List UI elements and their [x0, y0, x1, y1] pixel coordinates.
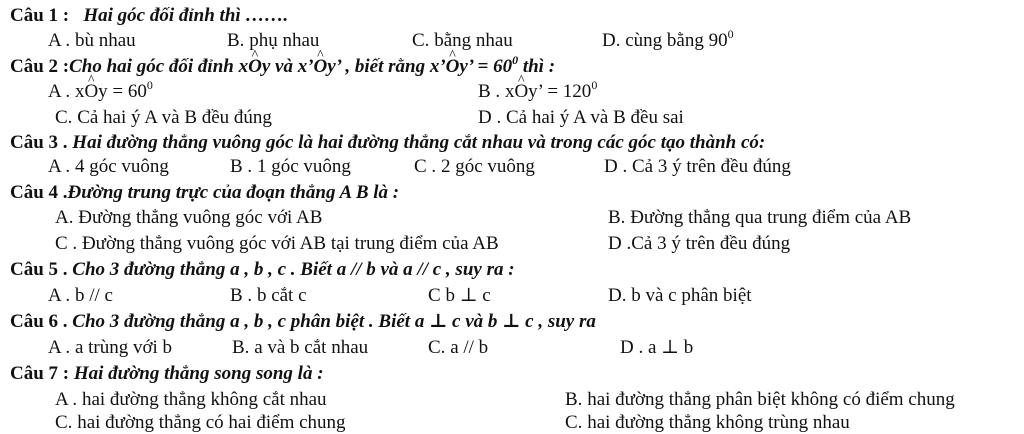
angle-vertex: ^ O	[248, 56, 262, 78]
option-text: Đường thẳng qua trung điểm của AB	[630, 207, 912, 228]
question-1	[10, 5, 288, 27]
q5-option-b[interactable]	[230, 285, 307, 307]
option-label: A .	[48, 337, 71, 358]
option-label: C.	[55, 107, 73, 128]
option-text: hai đường thẳng có hai điểm chung	[77, 412, 346, 433]
option-label: C.	[428, 337, 446, 358]
question-6	[10, 311, 596, 333]
q4-option-b[interactable]	[608, 207, 911, 229]
q5-option-c[interactable]	[428, 285, 491, 307]
question-number: Câu 4 .	[10, 182, 68, 203]
q1-option-c[interactable]	[412, 30, 513, 52]
option-text: b ⊥ c	[445, 285, 491, 306]
q4-option-c[interactable]	[55, 233, 499, 255]
option-text: x	[504, 81, 515, 102]
option-text: a trùng với b	[74, 337, 173, 358]
option-label: B.	[608, 207, 626, 228]
option-text: a // b	[450, 337, 489, 358]
question-number: Câu 6 .	[10, 311, 68, 332]
option-label: B.	[232, 337, 250, 358]
option-text: bằng nhau	[434, 30, 513, 51]
q7-option-a[interactable]	[55, 389, 327, 411]
q3-option-a[interactable]	[48, 156, 169, 178]
option-label: C.	[55, 412, 73, 433]
option-label: A .	[48, 156, 71, 177]
question-text: Cho 3 đường thẳng a , b , c . Biết a // b và a // c , suy ra :	[72, 259, 515, 280]
option-label: C .	[55, 233, 78, 254]
question-7	[10, 363, 324, 385]
q2-option-d[interactable]	[478, 107, 684, 129]
degree-superscript: 0	[727, 27, 734, 41]
question-text: Hai đường thẳng vuông góc là hai đường thẳng cắt nhau và trong các góc tạo thành có:	[72, 132, 766, 153]
option-text: x	[74, 81, 85, 102]
option-text: Đường thẳng vuông góc với AB	[78, 207, 323, 228]
question-text: Hai đường thẳng song song là :	[73, 363, 324, 384]
option-label: A .	[48, 285, 71, 306]
q6-option-b[interactable]	[232, 337, 368, 359]
question-5	[10, 259, 515, 281]
option-text: phụ nhau	[249, 30, 320, 51]
question-text: Hai góc đối đỉnh thì …….	[83, 5, 289, 26]
q3-option-b[interactable]	[230, 156, 351, 178]
angle-vertex: ^ O	[514, 81, 528, 103]
q7-option-c[interactable]	[55, 412, 346, 434]
q3-option-d[interactable]	[604, 156, 791, 178]
option-text: b // c	[74, 285, 113, 306]
option-text: hai đường thẳng không cắt nhau	[81, 389, 327, 410]
option-label: D.	[608, 285, 627, 306]
question-number: Câu 2 :	[10, 56, 70, 77]
q6-option-a[interactable]	[48, 337, 172, 359]
option-label: D .	[604, 156, 628, 177]
option-text: Cả hai ý A và B đều sai	[505, 107, 684, 128]
text-part: y và x’	[261, 56, 314, 77]
question-number: Câu 3 .	[10, 132, 68, 153]
angle-vertex: ^ O	[84, 81, 98, 103]
option-text: Cả 3 ý trên đều đúng	[631, 156, 791, 177]
option-label: B .	[230, 156, 253, 177]
option-label: D .	[608, 233, 632, 254]
option-text: y = 60	[98, 81, 147, 102]
question-3	[10, 132, 765, 154]
option-text: y’ = 120	[528, 81, 592, 102]
option-text: Đường thẳng vuông góc với AB tại trung điểm của AB	[81, 233, 499, 254]
option-label: B .	[478, 81, 501, 102]
q1-option-d[interactable]	[602, 27, 734, 52]
text-part: thì :	[518, 56, 556, 77]
text-part: y’ = 60	[459, 56, 513, 77]
option-label: C .	[414, 156, 437, 177]
text-part: Cho hai góc đối đỉnh x	[69, 56, 249, 77]
option-text: Cả hai ý A và B đều đúng	[77, 107, 272, 128]
text-part: y’ , biết rằng x’	[327, 56, 446, 77]
option-text: hai đường thẳng phân biệt không có điểm chung	[587, 389, 955, 410]
question-4	[10, 182, 399, 204]
q7-option-b[interactable]	[565, 389, 955, 411]
q1-option-b[interactable]	[227, 30, 319, 52]
q2-option-a[interactable]	[48, 78, 153, 103]
question-text	[69, 53, 556, 77]
option-text: b cắt c	[256, 285, 307, 306]
q6-option-c[interactable]	[428, 337, 488, 359]
option-text: hai đường thẳng không trùng nhau	[587, 412, 850, 433]
option-label: D .	[478, 107, 502, 128]
option-text: cùng bằng 90	[625, 30, 728, 51]
option-text: 2 góc vuông	[440, 156, 535, 177]
q5-option-d[interactable]	[608, 285, 752, 307]
q7-option-d[interactable]	[565, 412, 850, 434]
option-text: b và c phân biệt	[631, 285, 752, 306]
degree-superscript: 0	[591, 78, 598, 92]
option-label: A .	[48, 81, 71, 102]
option-text: Cả 3 ý trên đều đúng	[631, 233, 791, 254]
q2-option-b[interactable]	[478, 78, 598, 103]
question-number: Câu 7 :	[10, 363, 70, 384]
option-label: B.	[565, 389, 583, 410]
option-label: B.	[227, 30, 245, 51]
option-label: B .	[230, 285, 253, 306]
option-text: bù nhau	[74, 30, 136, 51]
question-number: Câu 5 .	[10, 259, 68, 280]
question-text: Đường trung trực của đoạn thẳng A B là :	[67, 182, 400, 203]
option-label: C.	[565, 412, 583, 433]
angle-vertex: ^ O	[446, 56, 460, 78]
q2-option-c[interactable]	[55, 107, 272, 129]
q3-option-c[interactable]	[414, 156, 535, 178]
option-label: C	[428, 285, 441, 306]
question-number: Câu 1 :	[10, 5, 70, 26]
q6-option-d[interactable]	[620, 337, 693, 359]
option-label: D .	[620, 337, 644, 358]
option-label: D.	[602, 30, 621, 51]
q1-option-a[interactable]	[48, 30, 136, 52]
question-text: Cho 3 đường thẳng a , b , c phân biệt . Biết a ⊥ c và b ⊥ c , suy ra	[72, 311, 596, 332]
option-text: 4 góc vuông	[74, 156, 169, 177]
q4-option-a[interactable]	[55, 207, 322, 229]
option-text: 1 góc vuông	[256, 156, 351, 177]
degree-superscript: 0	[512, 53, 519, 67]
option-text: a và b cắt nhau	[254, 337, 369, 358]
option-text: a ⊥ b	[647, 337, 694, 358]
option-label: A.	[55, 207, 74, 228]
option-label: A .	[48, 30, 71, 51]
option-label: A .	[55, 389, 78, 410]
q5-option-a[interactable]	[48, 285, 113, 307]
option-label: C.	[412, 30, 430, 51]
degree-superscript: 0	[146, 78, 153, 92]
angle-vertex: ^ O	[314, 56, 328, 78]
q4-option-d[interactable]	[608, 233, 790, 255]
